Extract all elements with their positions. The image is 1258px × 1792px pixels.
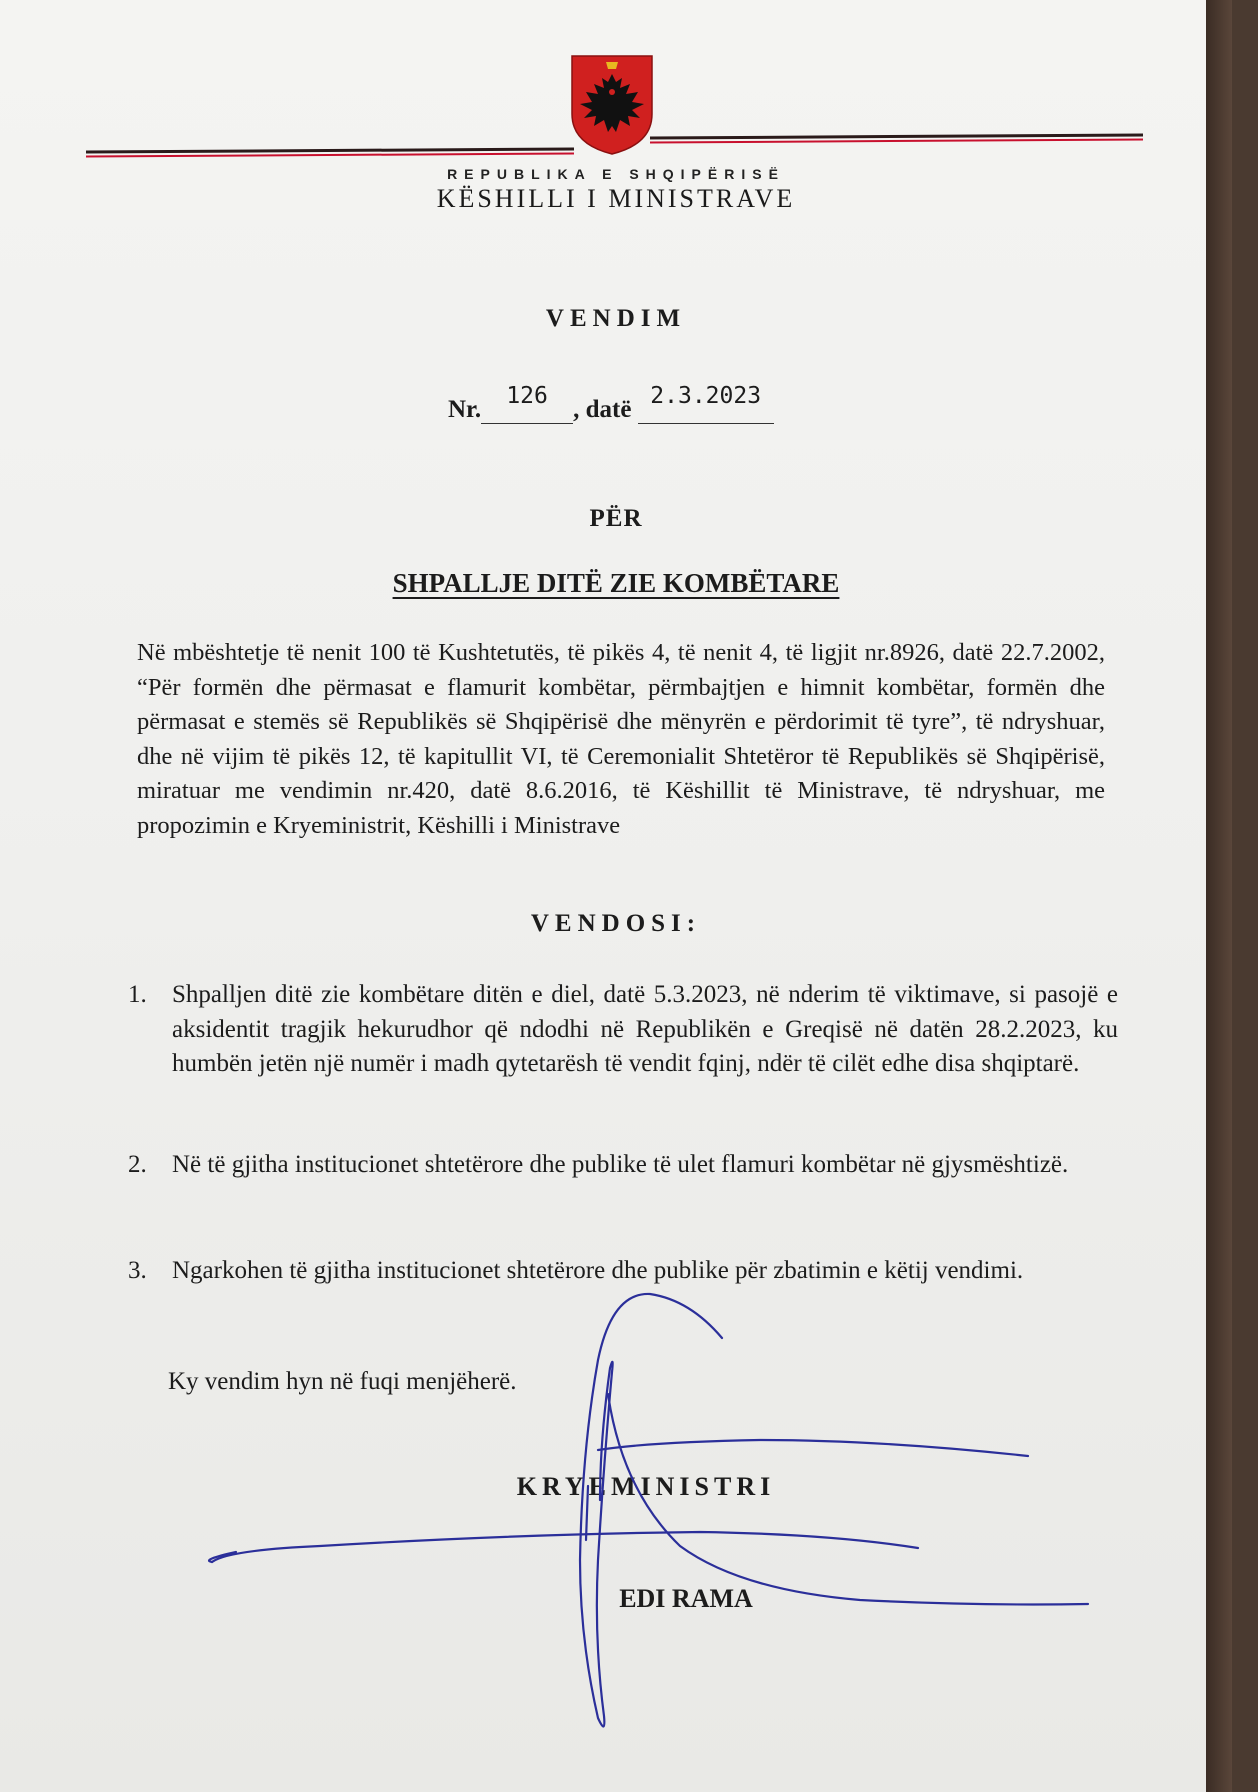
list-item: [128, 1148, 1118, 1183]
item-number: 2.: [128, 1151, 147, 1178]
date-field: [638, 383, 774, 424]
effective-clause: Ky vendim hyn në fuqi menjëherë.: [168, 1368, 517, 1395]
nr-field: [481, 383, 573, 424]
date-value: 2.3.2023: [650, 383, 762, 409]
signatory-name: EDI RAMA: [619, 1584, 753, 1613]
document-type: VENDIM: [545, 305, 687, 332]
signatory-role: KRYEMINISTRI: [516, 1472, 776, 1501]
item-number: 1.: [128, 981, 147, 1008]
header-rule-left-red: [86, 153, 574, 158]
item-text: Ngarkohen të gjitha institucionet shtetërore dhe publike për zbatimin e këtij vendimi.: [172, 1257, 1024, 1284]
page-edge-shadow: [1206, 0, 1232, 1792]
country-name: REPUBLIKA E SHQIPËRISË: [447, 166, 785, 182]
list-item: [128, 1254, 1118, 1289]
nr-value: 126: [506, 383, 548, 409]
item-text: Në të gjitha institucionet shtetërore dhe publike të ulet flamuri kombëtar në gjysmështizë.: [172, 1151, 1069, 1178]
decision-subject: SHPALLJE DITË ZIE KOMBËTARE: [392, 568, 840, 598]
header-rule-right-red: [650, 138, 1143, 143]
date-label: , datë: [573, 396, 632, 423]
item-number: 3.: [128, 1257, 147, 1284]
decides-heading: VENDOSI:: [530, 910, 702, 937]
decision-number-line: [448, 383, 774, 424]
institution-name: KËSHILLI I MINISTRAVE: [436, 184, 796, 213]
item-text: Shpalljen ditë zie kombëtare ditën e diel, datë 5.3.2023, në nderim të viktimave, si pasojë e aksidentit tragjik hekurudhor që ndodhi në Republikën e Greqisë në datën 28.2.2023, ku humbën jetën një numër i madh qytetarësh të vendit fqinj, ndër të cilët edhe disa shqiptarë.: [172, 981, 1118, 1077]
albania-coat-of-arms-icon: [570, 52, 654, 156]
list-item: [128, 978, 1118, 1082]
for-label: PËR: [589, 505, 643, 532]
nr-label: Nr.: [448, 396, 482, 423]
preamble-paragraph: Në mbështetje të nenit 100 të Kushtetutës, të pikës 4, të nenit 4, të ligjit nr.8926, datë 22.7.2002, “Për formën dhe përmasat e flamurit kombëtar, përmbajtjen e himnit kombëtar, formën dhe përmasat e stemës së Republikës së Shqipërisë dhe mënyrën e përdorimit të tyre”, të ndryshuar, dhe në vijim të pikës 12, të kapitullit VI, të Ceremonialit Shtetëror të Republikës së Shqipërisë, miratuar me vendimin nr.420, datë 8.6.2016, të Këshillit të Ministrave, të ndryshuar, me propozimin e Kryeministrit, Këshilli i Ministrave: [137, 639, 1105, 839]
